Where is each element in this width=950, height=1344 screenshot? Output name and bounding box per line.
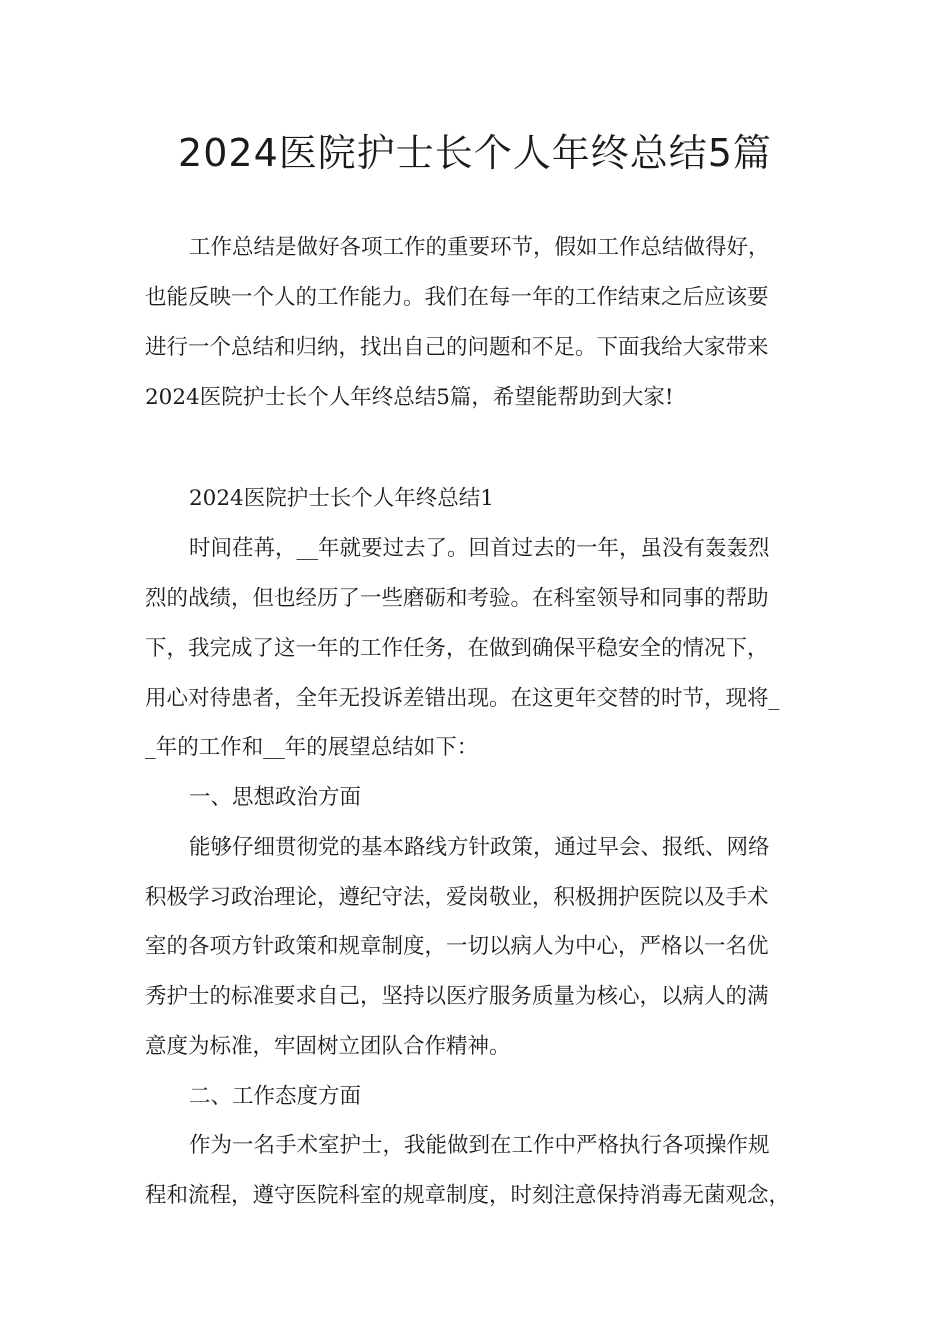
body-line: 烈的战绩，但也经历了一些磨砺和考验。在科室领导和同事的帮助 (145, 586, 769, 611)
body-line: 室的各项方针政策和规章制度，一切以病人为中心，严格以一名优 (145, 934, 769, 959)
subsection-heading: 二、工作态度方面 (189, 1084, 362, 1109)
intro-line: 工作总结是做好各项工作的重要环节，假如工作总结做得好， (189, 235, 770, 260)
intro-line: 也能反映一个人的工作能力。我们在每一年的工作结束之后应该要 (145, 285, 769, 310)
intro-line: 进行一个总结和归纳，找出自己的问题和不足。下面我给大家带来 (145, 335, 769, 360)
body-line: 下，我完成了这一年的工作任务，在做到确保平稳安全的情况下， (145, 636, 769, 661)
section-heading: 2024医院护士长个人年终总结1 (189, 486, 494, 511)
body-line: 用心对待患者，全年无投诉差错出现。在这更年交替的时节，现将_ (145, 686, 780, 711)
body-line: 秀护士的标准要求自己，坚持以医疗服务质量为核心，以病人的满 (145, 984, 769, 1009)
subsection-heading: 一、思想政治方面 (189, 785, 362, 810)
body-line: _年的工作和__年的展望总结如下： (145, 735, 479, 760)
body-line: 时间荏苒，__年就要过去了。回首过去的一年，虽没有轰轰烈 (189, 536, 770, 561)
document-title: 2024医院护士长个人年终总结5篇 (178, 131, 772, 175)
body-line: 意度为标准，牢固树立团队合作精神。 (145, 1034, 511, 1059)
body-line: 积极学习政治理论，遵纪守法，爱岗敬业，积极拥护医院以及手术 (145, 885, 769, 910)
body-line: 能够仔细贯彻党的基本路线方针政策，通过早会、报纸、网络 (189, 835, 770, 860)
intro-line: 2024医院护士长个人年终总结5篇，希望能帮助到大家! (145, 385, 674, 410)
body-line: 作为一名手术室护士，我能做到在工作中严格执行各项操作规 (189, 1133, 770, 1158)
body-line: 程和流程，遵守医院科室的规章制度，时刻注意保持消毒无菌观念， (145, 1183, 791, 1208)
